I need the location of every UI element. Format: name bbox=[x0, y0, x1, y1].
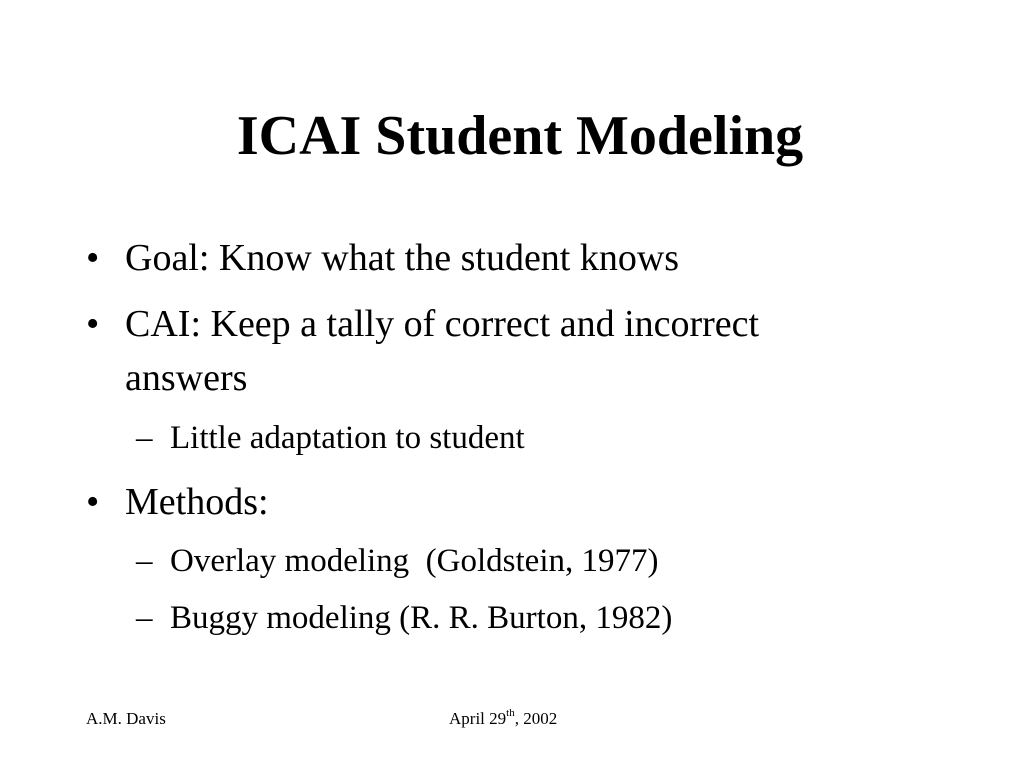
bullet-marker: • bbox=[86, 237, 100, 279]
bullet-text: CAI: Keep a tally of correct and incorrect bbox=[125, 303, 760, 345]
footer-date bbox=[449, 708, 557, 730]
subbullet-marker: – bbox=[136, 420, 153, 456]
bullet-text-continuation: answers bbox=[125, 357, 248, 399]
footer-date-prefix: April 29 bbox=[449, 709, 507, 728]
subbullet-text: Buggy modeling (R. R. Burton, 1982) bbox=[170, 600, 673, 636]
bullet-marker: • bbox=[86, 481, 100, 523]
subbullet-text: Little adaptation to student bbox=[170, 420, 525, 456]
footer-author: A.M. Davis bbox=[86, 709, 166, 728]
subbullet-marker: – bbox=[136, 600, 153, 636]
subbullet-text: Overlay modeling (Goldstein, 1977) bbox=[170, 543, 659, 579]
bullet-marker: • bbox=[86, 303, 100, 345]
bullet-text: Methods: bbox=[125, 481, 269, 523]
slide-title: ICAI Student Modeling bbox=[236, 105, 804, 167]
bullet-text: Goal: Know what the student knows bbox=[125, 237, 680, 279]
subbullet-marker: – bbox=[136, 543, 153, 579]
footer-date-superscript: th bbox=[506, 707, 515, 720]
footer-date-suffix: , 2002 bbox=[514, 709, 558, 728]
